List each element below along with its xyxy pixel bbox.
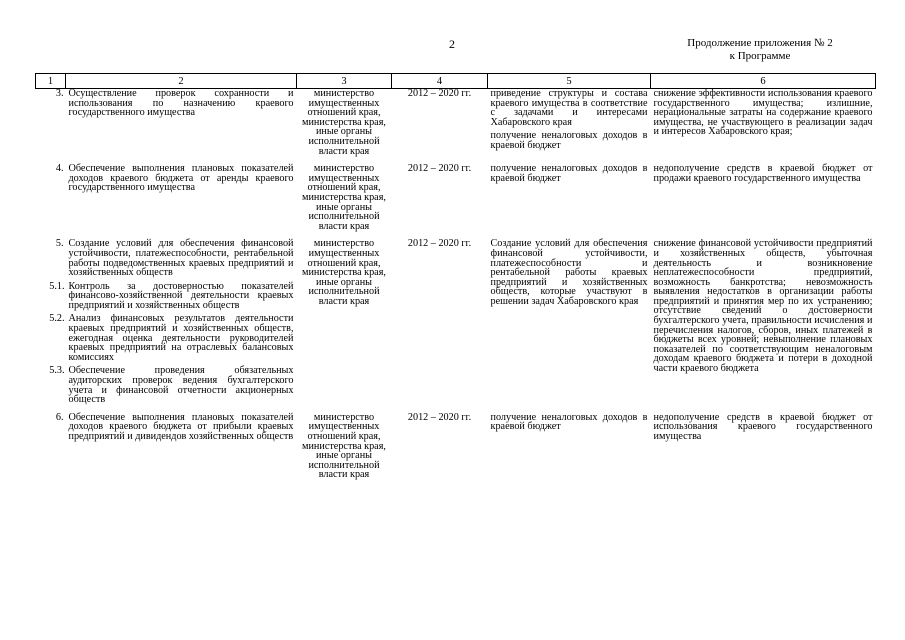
table-row	[36, 239, 876, 405]
executor-cell: министерство имущественных отношений края, министерства края, иные органы исполнительной власти края	[302, 411, 386, 481]
result-cell	[488, 413, 651, 480]
consequences-cell: недополучение средств в краевой бюджет от продажи краевого государственного имущества	[653, 163, 873, 184]
period-cell: 2012 – 2020 гг.	[407, 238, 472, 250]
sub-item-text: Контроль за достоверностью показателей финансово-хозяйственной деятельности краевых предприятий и хозяйственных обществ	[68, 280, 294, 311]
period-cell: 2012 – 2020 гг.	[407, 163, 472, 175]
sub-item-number: 5.2.	[49, 313, 65, 325]
result-text: получение неналоговых доходов в краевой бюджет	[490, 130, 648, 151]
result-cell	[488, 89, 651, 157]
column-header-2: 2	[66, 74, 297, 89]
row-number: 6.	[55, 411, 64, 423]
sub-item	[49, 365, 294, 406]
period-cell: 2012 – 2020 гг.	[407, 411, 472, 423]
row-number: 4.	[55, 163, 64, 175]
row-number: 3.	[55, 88, 64, 99]
period-cell: 2012 – 2020 гг.	[407, 88, 472, 99]
sub-item	[49, 280, 294, 311]
column-header-4: 4	[392, 74, 488, 89]
result-text: получение неналоговых доходов в краевой бюджет	[490, 163, 648, 184]
consequences-cell: снижение эффективности использования краевого государственного имущества; излишние, нерациональные затраты на содержание краевого имущества, не участвующего в реализации задач и интересов Хабаровского края;	[653, 88, 873, 138]
sub-item-text: Обеспечение проведения обязательных аудиторских проверок ведения бухгалтерского учета и финансовой отчетности акционерных обществ	[68, 365, 294, 406]
row-number: 5.	[55, 238, 64, 250]
column-number-row	[36, 74, 876, 89]
sub-item-number: 5.1.	[49, 280, 65, 292]
sub-item	[49, 313, 294, 363]
sub-item-number: 5.3.	[49, 365, 65, 377]
consequences-cell: недополучение средств в краевой бюджет от использования краевого государственного имущества	[653, 411, 873, 442]
result-cell	[488, 239, 651, 405]
column-header-3: 3	[297, 74, 392, 89]
appendix-note	[650, 37, 870, 63]
result-text: приведение структуры и состава краевого имущества в соответствие с задачами и интересами Хабаровского края	[490, 88, 648, 128]
table-row	[36, 164, 876, 231]
column-header-1: 1	[36, 74, 66, 89]
appendix-line-1: Продолжение приложения № 2	[687, 37, 833, 49]
executor-cell: министерство имущественных отношений края, министерства края, иные органы исполнительной власти края	[302, 88, 386, 157]
table-row	[36, 89, 876, 157]
column-header-5: 5	[488, 74, 651, 89]
appendix-line-2: к Программе	[729, 50, 791, 62]
measure-cell: Обеспечение выполнения плановых показателей доходов краевого бюджета от прибыли краевых предприятий и дивидендов хозяйственных обществ	[68, 411, 294, 442]
page-number: 2	[449, 37, 455, 51]
measure-text: Создание условий для обеспечения финансовой устойчивости, платежеспособности, рентабельной работы подведомственных краевых предприятий и хозяйственных обществ	[68, 238, 294, 279]
table-row	[36, 413, 876, 480]
executor-cell: министерство имущественных отношений края, министерства края, иные органы исполнительной власти края	[302, 163, 386, 232]
column-header-6: 6	[651, 74, 876, 89]
result-text: получение неналоговых доходов в краевой бюджет	[490, 411, 648, 433]
result-text: Создание условий для обеспечения финансовой устойчивости, платежеспособности и рентабельной работы краевых предприятий и хозяйственных обществ, которые участвуют в решении задач Хабаровского края	[490, 238, 648, 307]
consequences-cell: снижение финансовой устойчивости предприятий и хозяйственных обществ, убыточная деятельность и возникновение неплатежеспособности предприятий, возможность банкротства; невозможность выявления недостатков в организации работы предприятий и принятия мер по их устранению; отсутствие сведений о достоверности бухгалтерского учета, правильности исчисления и перечисления налогов, сборов, иных платежей в бюджеты всех уровней; невыполнение плановых показателей по соответствующим неналоговым доходам краевого бюджета и потери в доходной части краевого бюджета	[653, 238, 873, 375]
program-table	[35, 73, 876, 480]
result-cell	[488, 164, 651, 231]
measure-cell: Осуществление проверок сохранности и использования по назначению краевого государственного имущества	[68, 88, 294, 119]
sub-item-text: Анализ финансовых результатов деятельности краевых предприятий и хозяйственных обществ, ежегодная оценка деятельности руководителей краевых предприятий на отраслевых балансовых комиссиях	[68, 313, 294, 363]
executor-cell: министерство имущественных отношений края, министерства края, иные органы исполнительной власти края	[302, 238, 386, 307]
measure-cell: Обеспечение выполнения плановых показателей доходов краевого бюджета от аренды краевого государственного имущества	[68, 163, 294, 194]
measure-cell	[49, 238, 297, 406]
